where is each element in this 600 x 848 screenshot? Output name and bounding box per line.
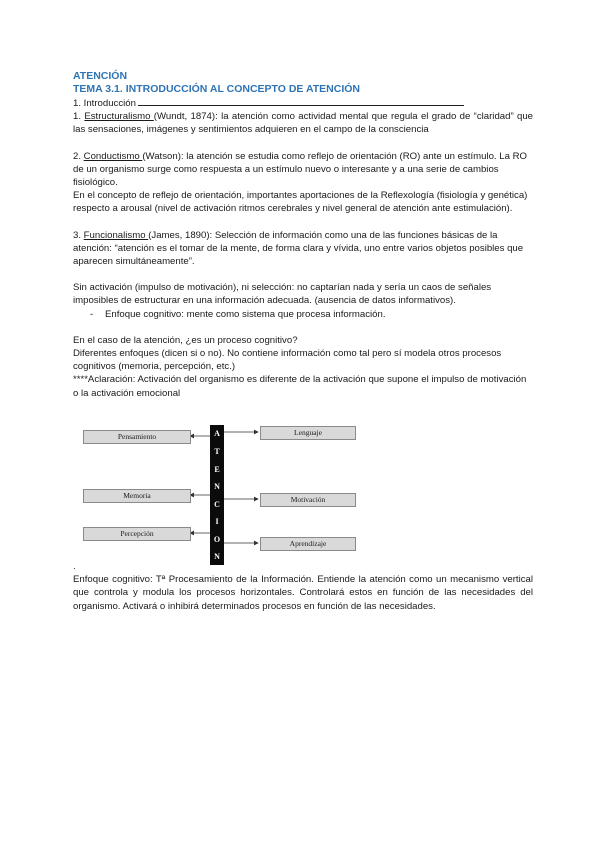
question-text: En el caso de la atención, ¿es un proceso cognitivo? (73, 334, 298, 346)
closing-section (73, 560, 533, 613)
intro-heading (73, 96, 533, 110)
column-letter: N (214, 482, 220, 491)
functionalism-text: (James, 1890): Selección de información como una de las funciones básicas de la atención: “atención es el tomar de la mente, de forma clara y vívida, uno entre varios objetos posibles que aparecen simultáneamente”. (73, 229, 524, 268)
paragraph-behaviorism (73, 150, 533, 190)
column-letter: N (214, 552, 220, 561)
box-lenguaje: Lenguaje (260, 426, 356, 440)
box-pensamiento: Pensamiento (83, 430, 191, 444)
column-letter: A (214, 429, 220, 438)
item-number: 2. (73, 150, 84, 162)
attention-column (210, 425, 224, 565)
term-structuralism: Estructuralismo (84, 111, 154, 123)
paragraph-functionalism (73, 229, 533, 269)
intro-underline (138, 96, 464, 106)
attention-diagram (80, 425, 380, 565)
intro-label: 1. Introducción (73, 98, 136, 109)
clarification-text: ****Aclaración: Activación del organismo es diferente de la activación que supone el impulso de motivación o la activación emocional (73, 374, 527, 399)
paragraph-activation: Sin activación (impulso de motivación), ni selección: no captarían nada y sería un caos de señales imposibles de estructurar en una información adecuada. (ausencia de datos informativos). (73, 282, 492, 307)
box-aprendizaje: Aprendizaje (260, 537, 356, 551)
paragraph-cognitive-approach: Enfoque cognitivo: Tª Procesamiento de la Información. Entiende la atención como un mecanismo vertical que controla y modula los procesos horizontales. Controlará estos en función de las necesidades del organismo. Activará o inhibirá determinados procesos en función de las necesidades. (73, 574, 533, 612)
column-letter: O (213, 535, 221, 544)
box-memoria: Memoria (83, 489, 191, 503)
dot-marker: . (73, 561, 76, 572)
behaviorism-text: (Watson): la atención se estudia como reflejo de orientación (RO) ante un estímulo. La RO de un organismo surge como respuesta a un estímulo nuevo o interesante y a una serie de cambios fisiológico. (73, 150, 527, 189)
bullet-dash: - (90, 308, 94, 320)
document-body (73, 70, 533, 400)
bullet-text: Enfoque cognitivo: mente como sistema que procesa información. (105, 308, 386, 320)
column-letter: I (215, 517, 219, 526)
box-motivacion: Motivación (260, 493, 356, 507)
approaches-text: Diferentes enfoques (dicen si o no). No contiene información como tal pero sí modela otros procesos cognitivos (memoria, percepción, etc.) (73, 348, 502, 373)
term-functionalism: Funcionalismo (83, 229, 149, 241)
structuralism-text: (Wundt, 1874): la atención como actividad mental que regula el grado de “claridad” que las sensaciones, imágenes y sentimientos adquieren en el campo de la consciencia (73, 111, 533, 136)
paragraph-structuralism (73, 110, 533, 136)
item-number: 1. (73, 111, 85, 123)
paragraph-reflexology: En el concepto de reflejo de orientación, importantes aportaciones de la Reflexología (fisiología y genética) respecto a arousal (nivel de activación ritmos cerebrales y nivel general de atención ante estimulación). (73, 190, 528, 215)
box-percepcion: Percepción (83, 527, 191, 541)
item-number: 3. (73, 229, 84, 241)
document-title: ATENCIÓN (73, 70, 128, 82)
section-heading: TEMA 3.1. INTRODUCCIÓN AL CONCEPTO DE ATENCIÓN (73, 83, 361, 95)
column-letter: E (214, 465, 220, 474)
column-letter: C (214, 500, 220, 509)
column-letter: T (214, 447, 220, 456)
term-behaviorism: Conductismo (83, 150, 143, 162)
bullet-item (73, 308, 533, 321)
